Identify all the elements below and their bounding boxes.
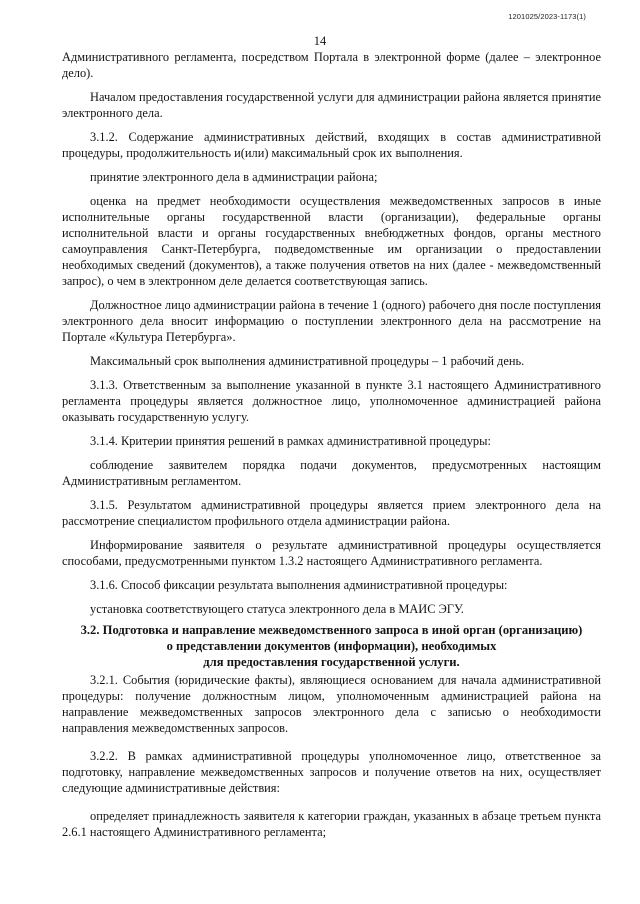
paragraph: соблюдение заявителем порядка подачи документов, предусмотренных настоящим Административным регламентом.	[62, 458, 601, 488]
section-heading-line: о представлении документов (информации), необходимых	[166, 639, 497, 653]
paragraph: оценка на предмет необходимости осуществления межведомственных запросов в иные исполнительные органы государственной власти (организации), федеральные органы исполнительной власти и органы государственных внебюджетных фондов, органы местного самоуправления Санкт-Петербурга, подведомственные им организации о предоставлении необходимых сведений (документов), а также получения ответов на них (далее - межведомственный запрос), о чем в электронном деле делается соответствующая запись.	[62, 194, 601, 288]
paragraph: Информирование заявителя о результате административной процедуры осуществляется способами, предусмотренными пунктом 1.3.2 настоящего Административного регламента.	[62, 538, 601, 568]
paragraph: 3.1.2. Содержание административных действий, входящих в состав административной процедуры, продолжительность и(или) максимальный срок их выполнения.	[62, 130, 601, 160]
paragraph: 3.1.5. Результатом административной процедуры является прием электронного дела на рассмотрение специалистом профильного отдела администрации района.	[62, 498, 601, 528]
body-text-bottom	[62, 672, 601, 840]
paragraph: установка соответствующего статуса электронного дела в МАИС ЭГУ.	[90, 602, 464, 616]
paragraph: 3.1.3. Ответственным за выполнение указанной в пункте 3.1 настоящего Административного регламента процедуры является должностное лицо, уполномоченное администрацией района оказывать государственную услугу.	[62, 378, 601, 424]
page-number: 14	[313, 34, 327, 48]
paragraph: 3.2.1. События (юридические факты), являющиеся основанием для начала административной процедуры: получение должностным лицом, уполномоченным администрацией района на направление межведомственных запросов электронного дела с записью о необходимости направления межведомственных запросов.	[62, 673, 601, 735]
paragraph: Началом предоставления государственной услуги для администрации района является принятие электронного дела.	[62, 90, 601, 120]
paragraph: определяет принадлежность заявителя к категории граждан, указанных в абзаце третьем пункта 2.6.1 настоящего Административного регламента;	[62, 809, 601, 839]
section-heading-line: для предоставления государственной услуги.	[203, 655, 460, 669]
section-heading	[60, 622, 603, 670]
document-id: 1201025/2023-1173(1)	[508, 12, 586, 21]
paragraph: 3.2.2. В рамках административной процедуры уполномоченное лицо, ответственное за подготовку, направление межведомственных запросов и получение ответов на них, осуществляет следующие административные действия:	[62, 749, 601, 795]
paragraph: 3.1.4. Критерии принятия решений в рамках административной процедуры:	[90, 434, 491, 448]
paragraph: Должностное лицо администрации района в течение 1 (одного) рабочего дня после поступления электронного дела вносит информацию о поступлении электронного дела на рассмотрение на Портале «Культура Петербурга».	[62, 298, 601, 344]
body-text-top	[62, 49, 601, 617]
paragraph: 3.1.6. Способ фиксации результата выполнения административной процедуры:	[90, 578, 508, 592]
paragraph: Административного регламента, посредством Портала в электронной форме (далее – электронное дело).	[62, 50, 601, 80]
paragraph: принятие электронного дела в администрации района;	[90, 170, 378, 184]
paragraph: Максимальный срок выполнения административной процедуры – 1 рабочий день.	[90, 354, 525, 368]
section-heading-line: 3.2. Подготовка и направление межведомственного запроса в иной орган (организацию)	[80, 623, 583, 637]
